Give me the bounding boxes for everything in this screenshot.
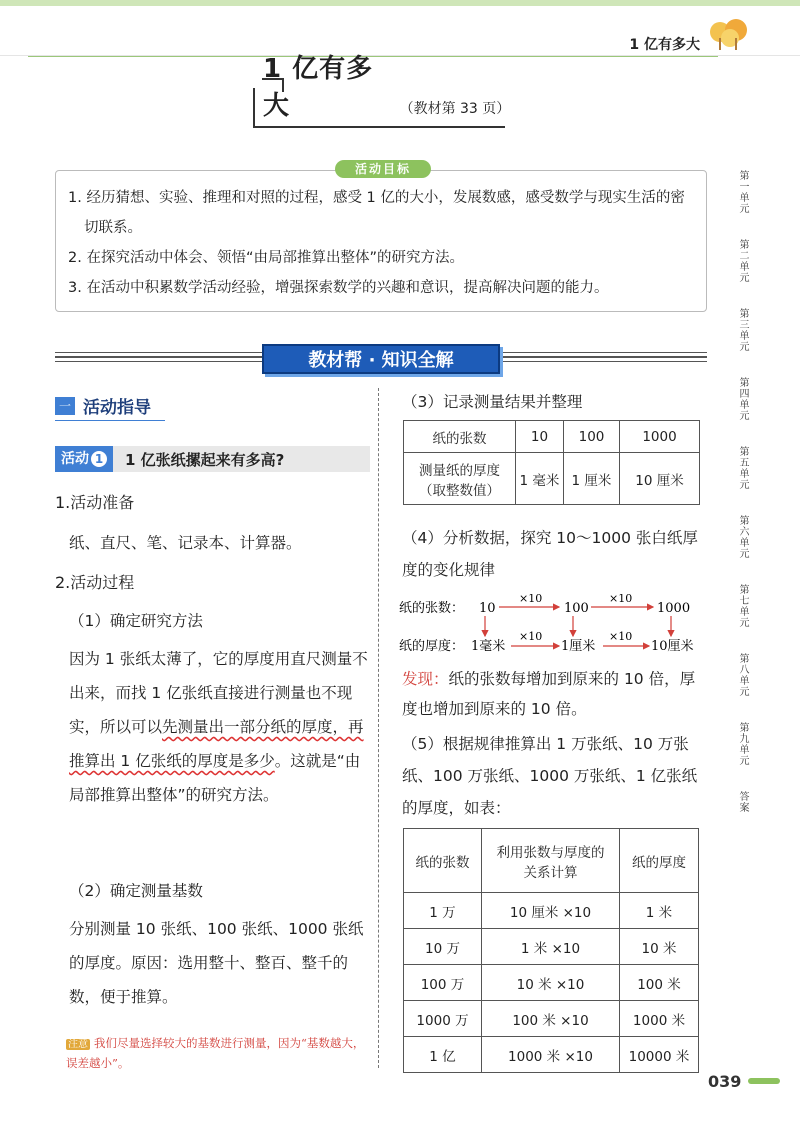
goal-item bbox=[68, 183, 696, 243]
unit-tab[interactable]: 第四单元 bbox=[737, 377, 748, 421]
goals-box bbox=[55, 170, 707, 312]
step4-title: （4）分析数据，探究 10～1000 张白纸厚度的变化规律 bbox=[402, 529, 698, 579]
unit-tab[interactable]: 第三单元 bbox=[737, 308, 748, 352]
process-title: 2.活动过程 bbox=[55, 573, 135, 592]
table-row bbox=[404, 929, 699, 965]
table-cell bbox=[404, 453, 516, 505]
table-cell: 100 米 bbox=[620, 965, 699, 1001]
step1-text-c: 。这就是“由局部推算出整体”的研究方法。 bbox=[69, 752, 361, 804]
table-cell: 100 米 ×10 bbox=[482, 1001, 620, 1037]
activity-heading bbox=[55, 446, 370, 472]
diagram-multiplier: ×10 bbox=[519, 630, 543, 643]
table-row bbox=[404, 1001, 699, 1037]
goals-tag: 活动目标 bbox=[335, 160, 431, 178]
table-cell: 1000 bbox=[620, 421, 700, 453]
goal-item bbox=[68, 273, 696, 303]
step3-title: （3）记录测量结果并整理 bbox=[402, 393, 583, 411]
table-cell: 10 米 ×10 bbox=[482, 965, 620, 1001]
table-row bbox=[404, 893, 699, 929]
table-cell: 1 米 ×10 bbox=[482, 929, 620, 965]
header-green-line bbox=[0, 0, 800, 6]
goal-line: 1. 经历猜想、实验、推理和对照的过程，感受 1 亿的大小，发展数感，感受数学与现实生活的密 bbox=[68, 190, 685, 206]
unit-tab[interactable]: 第六单元 bbox=[737, 515, 748, 559]
note-text: 我们尽量选择较大的基数进行测量，因为“基数越大，误差越小”。 bbox=[66, 1036, 365, 1070]
table-cell: 1000 米 ×10 bbox=[482, 1037, 620, 1073]
table-cell: 100 bbox=[564, 421, 620, 453]
diagram-count: 10 bbox=[479, 601, 496, 616]
diagram-thick: 10厘米 bbox=[651, 639, 694, 654]
unit-tab[interactable]: 第二单元 bbox=[737, 239, 748, 283]
goal-line-cont: 切联系。 bbox=[84, 220, 142, 236]
table-cell: 1 厘米 bbox=[564, 453, 620, 505]
finding bbox=[402, 664, 702, 724]
goal-item bbox=[68, 243, 696, 273]
goal-line: 3. 在活动中积累数学活动经验，增强探索数学的兴趣和意识，提高解决问题的能力。 bbox=[68, 280, 609, 296]
table-cell: 10 厘米 bbox=[620, 453, 700, 505]
table-row bbox=[404, 421, 700, 453]
step1-text-a: 因为 1 张纸太薄了，它的厚度用直尺测量不出来，而找 1 亿张纸直接进行测量也不现实，所以可以 bbox=[69, 650, 368, 736]
section-title: 教材帮 · 知识全解 bbox=[262, 344, 500, 374]
table-cell: 1 万 bbox=[404, 893, 482, 929]
table-cell: 1000 万 bbox=[404, 1001, 482, 1037]
finding-label: 发现： bbox=[402, 670, 449, 688]
table-cell: 10 米 bbox=[620, 929, 699, 965]
estimate-table bbox=[403, 828, 699, 1073]
table-cell: 1000 米 bbox=[620, 1001, 699, 1037]
guide-underline bbox=[55, 420, 165, 421]
unit-tab[interactable]: 第九单元 bbox=[737, 722, 748, 766]
table-cell: 10 厘米 ×10 bbox=[482, 893, 620, 929]
step5-title: （5）根据规律推算出 1 万张纸、10 万张纸、100 万张纸、1000 万张纸、1 亿张纸的厚度，如表： bbox=[402, 735, 698, 817]
table-row bbox=[404, 965, 699, 1001]
guide-heading bbox=[55, 393, 151, 418]
guide-title: 活动指导 bbox=[83, 398, 151, 418]
table-row bbox=[404, 453, 700, 505]
diagram-count: 100 bbox=[564, 601, 589, 616]
tree-icon bbox=[706, 18, 752, 52]
activity-tag-text: 活动 bbox=[61, 451, 89, 467]
header-title: 1 亿有多大 bbox=[629, 37, 700, 53]
table-cell: 纸的张数 bbox=[404, 421, 516, 453]
pattern-diagram bbox=[399, 594, 709, 660]
table-header-cell: 纸的厚度 bbox=[620, 829, 699, 893]
column-divider bbox=[378, 388, 379, 1068]
table-cell: 10000 米 bbox=[620, 1037, 699, 1073]
table-cell: 10 bbox=[516, 421, 564, 453]
unit-tab-answers[interactable]: 答案 bbox=[737, 791, 748, 813]
unit-tab[interactable]: 第七单元 bbox=[737, 584, 748, 628]
activity-tag bbox=[55, 446, 113, 472]
step1-highlight: 先测量出一部分纸的厚度，再推算出 1 亿张纸的厚度是多少 bbox=[69, 718, 364, 770]
note-tag: 注意 bbox=[68, 1039, 88, 1050]
unit-tabs bbox=[735, 170, 757, 838]
diagram-count: 1000 bbox=[657, 601, 691, 616]
goal-line: 2. 在探究活动中体会、领悟“由局部推算出整体”的研究方法。 bbox=[68, 250, 464, 266]
unit-tab[interactable]: 第五单元 bbox=[737, 446, 748, 490]
diagram-multiplier: ×10 bbox=[519, 594, 543, 605]
diagram-thick: 1毫米 bbox=[471, 639, 506, 654]
step1-paragraph bbox=[55, 642, 373, 812]
prep-title: 1.活动准备 bbox=[55, 493, 135, 512]
table-cell: 10 万 bbox=[404, 929, 482, 965]
step2-title: （2）确定测量基数 bbox=[69, 882, 203, 900]
table-header-cell: 纸的张数 bbox=[404, 829, 482, 893]
finding-text: 纸的张数每增加到原来的 10 倍，厚度也增加到原来的 10 倍。 bbox=[402, 670, 696, 718]
table-cell: 100 万 bbox=[404, 965, 482, 1001]
page-bar bbox=[748, 1078, 780, 1084]
diagram-multiplier: ×10 bbox=[609, 630, 633, 643]
lesson-subtitle: （教材第 33 页） bbox=[399, 101, 511, 117]
unit-tab[interactable]: 第一单元 bbox=[737, 170, 748, 214]
step2-text: 分别测量 10 张纸、100 张纸、1000 张纸的厚度。原因：选用整十、整百、整千的数，便于推算。 bbox=[69, 920, 364, 1006]
table-head-b: （取整数值） bbox=[419, 482, 500, 499]
table-cell: 1 米 bbox=[620, 893, 699, 929]
measure-table bbox=[403, 420, 700, 505]
activity-number: 1 bbox=[91, 451, 107, 467]
table-cell: 1 亿 bbox=[404, 1037, 482, 1073]
lesson-title bbox=[253, 54, 511, 128]
lesson-title-text: 1 亿有多大 bbox=[263, 54, 374, 121]
table-header-cell: 利用张数与厚度的关系计算 bbox=[482, 829, 620, 893]
note bbox=[66, 1034, 366, 1072]
prep-text: 纸、直尺、笔、记录本、计算器。 bbox=[69, 534, 302, 552]
unit-tab[interactable]: 第八单元 bbox=[737, 653, 748, 697]
diagram-count-label: 纸的张数： bbox=[399, 601, 465, 616]
table-row bbox=[404, 829, 699, 893]
table-head-a: 测量纸的厚度 bbox=[419, 462, 500, 479]
page-number: 039 bbox=[708, 1072, 742, 1091]
activity-question: 1 亿张纸摞起来有多高? bbox=[125, 450, 285, 469]
table-cell: 1 毫米 bbox=[516, 453, 564, 505]
diagram-thick-label: 纸的厚度： bbox=[399, 639, 465, 654]
table-row bbox=[404, 1037, 699, 1073]
diagram-multiplier: ×10 bbox=[609, 594, 633, 605]
step1-title: （1）确定研究方法 bbox=[69, 612, 203, 630]
guide-mark: 一 bbox=[55, 397, 75, 415]
diagram-thick: 1厘米 bbox=[561, 639, 596, 654]
